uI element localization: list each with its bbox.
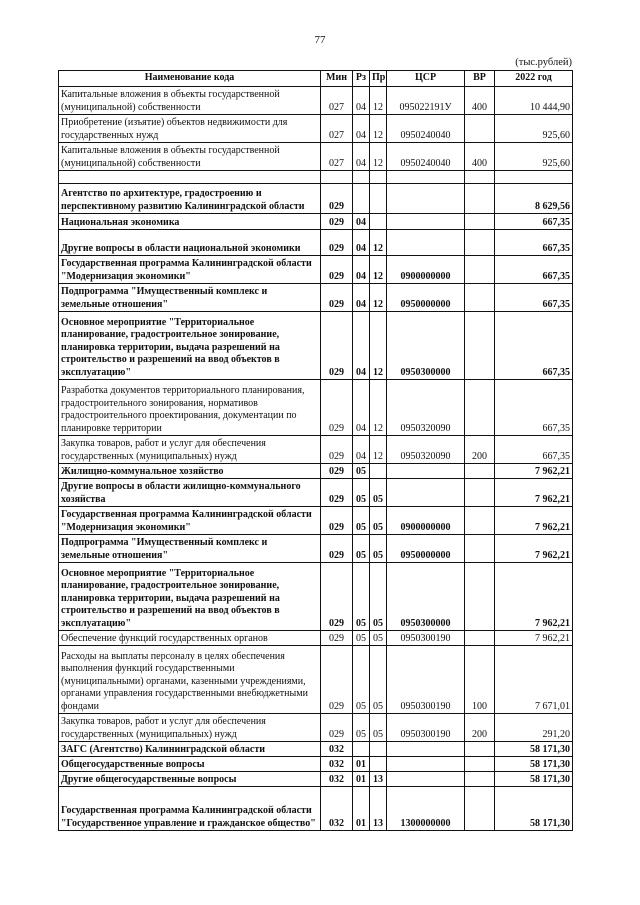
row-rz: 05 [353, 714, 370, 742]
row-amount: 58 171,30 [495, 787, 573, 831]
row-amount: 58 171,30 [495, 757, 573, 772]
row-rz: 01 [353, 757, 370, 772]
row-amount: 8 629,56 [495, 184, 573, 214]
row-vr [465, 631, 495, 646]
row-amount: 925,60 [495, 115, 573, 143]
table-row [59, 787, 573, 831]
header-vr: ВР [465, 71, 495, 87]
row-amount: 667,35 [495, 436, 573, 464]
row-amount: 7 962,21 [495, 535, 573, 563]
row-rz [353, 742, 370, 757]
table-row [59, 184, 573, 214]
row-csr: 0950240040 [387, 115, 465, 143]
row-min: 029 [321, 479, 353, 507]
header-csr: ЦСР [387, 71, 465, 87]
row-min: 029 [321, 284, 353, 312]
row-vr [465, 757, 495, 772]
table-row [59, 535, 573, 563]
row-vr: 400 [465, 87, 495, 115]
row-vr [465, 312, 495, 380]
row-name: ЗАГС (Агентство) Калининградской области [59, 742, 321, 757]
table-row [59, 256, 573, 284]
row-vr [465, 284, 495, 312]
table-row [59, 479, 573, 507]
row-pr [370, 464, 387, 479]
row-vr [465, 464, 495, 479]
row-amount: 667,35 [495, 380, 573, 436]
table-header-row [59, 71, 573, 87]
row-vr [465, 184, 495, 214]
row-csr [387, 742, 465, 757]
row-amount: 7 962,21 [495, 563, 573, 631]
row-min: 029 [321, 230, 353, 256]
row-csr: 0950000000 [387, 284, 465, 312]
row-csr [387, 464, 465, 479]
table-row [59, 714, 573, 742]
row-rz: 04 [353, 436, 370, 464]
row-csr: 0950300190 [387, 646, 465, 714]
row-pr: 12 [370, 115, 387, 143]
row-pr: 05 [370, 646, 387, 714]
row-csr: 095022191У [387, 87, 465, 115]
row-rz: 04 [353, 214, 370, 230]
row-rz: 01 [353, 787, 370, 831]
row-csr [387, 757, 465, 772]
row-csr: 0950300190 [387, 714, 465, 742]
row-csr: 0950000000 [387, 535, 465, 563]
row-min: 027 [321, 143, 353, 171]
row-amount: 925,60 [495, 143, 573, 171]
table-body [59, 87, 573, 831]
row-csr: 1300000000 [387, 787, 465, 831]
row-pr [370, 757, 387, 772]
row-rz: 05 [353, 646, 370, 714]
row-vr: 200 [465, 714, 495, 742]
table-row [59, 742, 573, 757]
table-row [59, 143, 573, 171]
row-pr: 05 [370, 631, 387, 646]
table-row [59, 284, 573, 312]
row-pr: 05 [370, 479, 387, 507]
spacer-cell [387, 171, 465, 184]
row-rz: 05 [353, 507, 370, 535]
table-row [59, 87, 573, 115]
row-name: Государственная программа Калининградской области "Государственное управление и гражданское общество" [59, 787, 321, 831]
table-row [59, 214, 573, 230]
spacer-cell [321, 171, 353, 184]
row-rz: 05 [353, 631, 370, 646]
row-amount: 10 444,90 [495, 87, 573, 115]
row-amount: 667,35 [495, 230, 573, 256]
row-csr: 0950320090 [387, 380, 465, 436]
row-min: 029 [321, 214, 353, 230]
row-rz: 01 [353, 772, 370, 787]
row-csr: 0950300000 [387, 312, 465, 380]
row-amount: 291,20 [495, 714, 573, 742]
row-name: Подпрограмма "Имущественный комплекс и земельные отношения" [59, 284, 321, 312]
row-name: Основное мероприятие "Территориальное планирование, градостроительное зонирование, планировка территории, выдача разрешений на строительство и разрешений на ввод объектов в эксплуатацию" [59, 563, 321, 631]
row-csr: 0950240040 [387, 143, 465, 171]
row-vr [465, 772, 495, 787]
row-name: Государственная программа Калининградской области "Модернизация экономики" [59, 256, 321, 284]
row-pr: 05 [370, 507, 387, 535]
header-min: Мин [321, 71, 353, 87]
row-name: Другие общегосударственные вопросы [59, 772, 321, 787]
table-row [59, 563, 573, 631]
row-pr: 05 [370, 563, 387, 631]
budget-table [58, 70, 573, 831]
row-rz: 05 [353, 535, 370, 563]
row-name: Национальная экономика [59, 214, 321, 230]
table-row [59, 507, 573, 535]
table-row [59, 631, 573, 646]
row-amount: 7 962,21 [495, 507, 573, 535]
row-name: Подпрограмма "Имущественный комплекс и земельные отношения" [59, 535, 321, 563]
row-pr [370, 184, 387, 214]
row-csr: 0950300190 [387, 631, 465, 646]
row-name: Основное мероприятие "Территориальное планирование, градостроительное зонирование, планировка территории, выдача разрешений на строительство и разрешений на ввод объектов в эксплуатацию" [59, 312, 321, 380]
header-pr: Пр [370, 71, 387, 87]
table-row [59, 230, 573, 256]
row-pr: 13 [370, 772, 387, 787]
row-pr: 12 [370, 284, 387, 312]
row-name: Другие вопросы в области национальной экономики [59, 230, 321, 256]
row-csr [387, 772, 465, 787]
row-pr: 05 [370, 535, 387, 563]
row-rz: 04 [353, 256, 370, 284]
row-amount: 7 671,01 [495, 646, 573, 714]
row-name: Другие вопросы в области жилищно-коммунального хозяйства [59, 479, 321, 507]
row-vr [465, 507, 495, 535]
row-csr: 0950300000 [387, 563, 465, 631]
row-min: 029 [321, 380, 353, 436]
row-vr [465, 214, 495, 230]
row-csr [387, 184, 465, 214]
table-row [59, 772, 573, 787]
row-name: Приобретение (изъятие) объектов недвижимости для государственных нужд [59, 115, 321, 143]
row-amount: 667,35 [495, 214, 573, 230]
table-row [59, 646, 573, 714]
row-amount: 667,35 [495, 312, 573, 380]
row-min: 027 [321, 87, 353, 115]
spacer-cell [59, 171, 321, 184]
table-row [59, 464, 573, 479]
row-amount: 667,35 [495, 256, 573, 284]
row-pr [370, 742, 387, 757]
row-vr: 400 [465, 143, 495, 171]
row-csr: 0950320090 [387, 436, 465, 464]
row-pr: 12 [370, 436, 387, 464]
row-csr [387, 230, 465, 256]
row-vr [465, 787, 495, 831]
row-vr [465, 256, 495, 284]
row-name: Закупка товаров, работ и услуг для обеспечения государственных (муниципальных) нужд [59, 436, 321, 464]
row-name: Общегосударственные вопросы [59, 757, 321, 772]
header-name: Наименование кода [59, 71, 321, 87]
spacer-cell [495, 171, 573, 184]
row-min: 032 [321, 757, 353, 772]
row-amount: 58 171,30 [495, 772, 573, 787]
row-name: Расходы на выплаты персоналу в целях обеспечения выполнения функций государственными (муниципальными) органами, казенными учреждениями, органами управления государственными внебюджетными фондами [59, 646, 321, 714]
row-pr: 12 [370, 256, 387, 284]
row-amount: 58 171,30 [495, 742, 573, 757]
row-min: 029 [321, 312, 353, 380]
row-rz: 04 [353, 230, 370, 256]
row-amount: 7 962,21 [495, 464, 573, 479]
row-vr [465, 230, 495, 256]
row-name: Капитальные вложения в объекты государственной (муниципальной) собственности [59, 87, 321, 115]
row-min: 029 [321, 646, 353, 714]
spacer-cell [353, 171, 370, 184]
row-pr: 12 [370, 87, 387, 115]
row-name: Агентство по архитектуре, градостроению и перспективному развитию Калининградской области [59, 184, 321, 214]
table-row [59, 757, 573, 772]
page-number: 77 [314, 34, 326, 46]
row-rz: 04 [353, 312, 370, 380]
row-csr: 0900000000 [387, 507, 465, 535]
row-rz: 04 [353, 380, 370, 436]
table-row [59, 115, 573, 143]
row-name: Обеспечение функций государственных органов [59, 631, 321, 646]
spacer-cell [370, 171, 387, 184]
row-vr [465, 535, 495, 563]
row-rz: 05 [353, 464, 370, 479]
row-pr: 12 [370, 230, 387, 256]
row-rz: 04 [353, 143, 370, 171]
row-name: Закупка товаров, работ и услуг для обеспечения государственных (муниципальных) нужд [59, 714, 321, 742]
row-pr: 12 [370, 143, 387, 171]
units-label: (тыс.рублей) [515, 57, 572, 68]
row-name: Государственная программа Калининградской области "Модернизация экономики" [59, 507, 321, 535]
row-name: Разработка документов территориального планирования, градостроительного зонирования, нормативов градостроительного проектирования, документации по планировке территории [59, 380, 321, 436]
row-min: 029 [321, 535, 353, 563]
row-rz: 04 [353, 115, 370, 143]
row-min: 029 [321, 631, 353, 646]
row-rz: 05 [353, 563, 370, 631]
row-name: Капитальные вложения в объекты государственной (муниципальной) собственности [59, 143, 321, 171]
row-min: 029 [321, 714, 353, 742]
row-name: Жилищно-коммунальное хозяйство [59, 464, 321, 479]
header-year: 2022 год [495, 71, 573, 87]
row-amount: 667,35 [495, 284, 573, 312]
row-vr: 200 [465, 436, 495, 464]
row-min: 029 [321, 436, 353, 464]
row-vr [465, 380, 495, 436]
row-amount: 7 962,21 [495, 631, 573, 646]
row-rz: 04 [353, 87, 370, 115]
row-rz: 05 [353, 479, 370, 507]
row-pr [370, 214, 387, 230]
row-min: 032 [321, 787, 353, 831]
row-csr [387, 214, 465, 230]
row-vr: 100 [465, 646, 495, 714]
spacer-cell [465, 171, 495, 184]
row-rz: 04 [353, 284, 370, 312]
spacer-row [59, 171, 573, 184]
row-min: 029 [321, 256, 353, 284]
row-csr: 0900000000 [387, 256, 465, 284]
row-vr [465, 479, 495, 507]
row-min: 029 [321, 563, 353, 631]
row-pr: 12 [370, 312, 387, 380]
row-min: 029 [321, 507, 353, 535]
row-pr: 05 [370, 714, 387, 742]
row-vr [465, 742, 495, 757]
row-vr [465, 563, 495, 631]
row-min: 032 [321, 742, 353, 757]
table-row [59, 380, 573, 436]
header-rz: Рз [353, 71, 370, 87]
table-row [59, 436, 573, 464]
row-pr: 12 [370, 380, 387, 436]
row-pr: 13 [370, 787, 387, 831]
row-min: 029 [321, 184, 353, 214]
row-min: 027 [321, 115, 353, 143]
row-min: 032 [321, 772, 353, 787]
row-min: 029 [321, 464, 353, 479]
row-vr [465, 115, 495, 143]
row-csr [387, 479, 465, 507]
row-amount: 7 962,21 [495, 479, 573, 507]
row-rz [353, 184, 370, 214]
table-row [59, 312, 573, 380]
